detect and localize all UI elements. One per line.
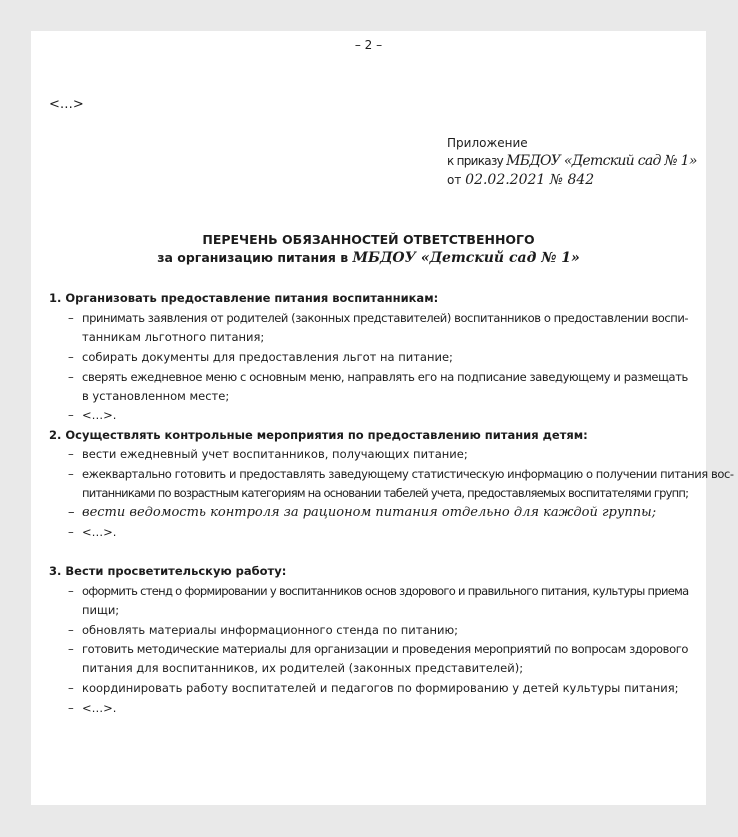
- item-dash: –: [68, 505, 75, 520]
- annex-line-2: [447, 153, 697, 169]
- annex-line-3-order: 02.02.2021 № 842: [465, 172, 595, 188]
- item-dash: –: [68, 642, 74, 656]
- page-number: – 2 –: [354, 38, 383, 52]
- item-dash: –: [68, 701, 74, 715]
- item-text: <…>.: [82, 701, 117, 715]
- section-3-item-1-cont: пищи;: [82, 603, 120, 617]
- item-dash: –: [68, 447, 74, 461]
- section-1-item-1-cont: танникам льготного питания;: [82, 330, 265, 344]
- item-dash: –: [68, 584, 74, 598]
- item-dash: –: [68, 681, 74, 695]
- section-1-heading: 1. Организовать предоставление питания воспитанникам:: [49, 291, 439, 305]
- item-dash: –: [68, 350, 74, 364]
- item-text: сверять ежедневное меню с основным меню, направлять его на подписание заведующему и размещать: [82, 370, 688, 384]
- item-text: ежеквартально готовить и предоставлять заведующему статистическую информацию о получении питания вос-: [82, 467, 734, 481]
- item-dash: –: [68, 311, 74, 325]
- item-dash: –: [68, 525, 74, 539]
- annex-line-1: Приложение: [447, 136, 528, 150]
- section-1-item-3-cont: в установленном месте;: [82, 389, 230, 403]
- omission-marker: <…>: [49, 97, 84, 112]
- section-3-item-3: [68, 642, 688, 656]
- document-page: [31, 31, 734, 805]
- section-1-item-3: [68, 370, 688, 384]
- item-text: оформить стенд о формировании у воспитанников основ здорового и правильного питания, культуры приема: [82, 584, 689, 598]
- section-1-item-2: [68, 350, 453, 364]
- section-1-item-1: [68, 311, 688, 325]
- subtitle-org: МБДОУ «Детский сад № 1»: [352, 250, 580, 266]
- item-text: принимать заявления от родителей (законных представителей) воспитанников о предоставлении воспи-: [82, 311, 689, 325]
- item-suffix: ;: [651, 505, 657, 520]
- section-2-item-1: [68, 447, 468, 461]
- item-text: готовить методические материалы для организации и проведения мероприятий по вопросам здорового: [82, 642, 689, 656]
- section-3-item-3-cont: питания для воспитанников, их родителей (законных представителей);: [82, 661, 524, 675]
- document-subtitle: [31, 250, 706, 266]
- annex-line-3: [447, 172, 594, 188]
- section-3-item-2: [68, 623, 458, 637]
- item-text: обновлять материалы информационного стенда по питанию;: [82, 623, 459, 637]
- document-title: ПЕРЕЧЕНЬ ОБЯЗАННОСТЕЙ ОТВЕТСТВЕННОГО: [202, 232, 535, 247]
- section-2-item-2: [68, 467, 734, 481]
- item-text-italic: вести ведомость контроля за рационом питания отдельно для каждой группы: [82, 505, 652, 520]
- annex-line-2-prefix: к приказу: [447, 154, 507, 168]
- section-2-heading: 2. Осуществлять контрольные мероприятия по предоставлению питания детям:: [49, 428, 588, 442]
- item-text: вести ежедневный учет воспитанников, получающих питание;: [82, 447, 468, 461]
- item-text: координировать работу воспитателей и педагогов по формированию у детей культуры питания;: [82, 681, 679, 695]
- section-3-item-5: [68, 701, 116, 715]
- annex-line-2-org: МБДОУ «Детский сад № 1»: [506, 153, 697, 169]
- subtitle-prefix: за организацию питания в: [157, 250, 353, 265]
- item-dash: –: [68, 623, 74, 637]
- section-3-heading: 3. Вести просветительскую работу:: [49, 564, 287, 578]
- section-2-item-4: [68, 525, 116, 539]
- item-text: <…>.: [82, 525, 117, 539]
- section-2-item-2-cont: питанниками по возрастным категориям на основании табелей учета, предоставляемых воспитателями групп;: [82, 486, 689, 500]
- item-dash: –: [68, 408, 74, 422]
- item-text: собирать документы для предоставления льгот на питание;: [82, 350, 453, 364]
- section-1-item-4: [68, 408, 116, 422]
- section-3-item-1: [68, 584, 688, 598]
- item-dash: –: [68, 370, 74, 384]
- annex-line-3-prefix: от: [447, 173, 466, 187]
- section-2-item-3: [68, 505, 656, 520]
- section-3-item-4: [68, 681, 679, 695]
- item-text: <…>.: [82, 408, 117, 422]
- item-dash: –: [68, 467, 74, 481]
